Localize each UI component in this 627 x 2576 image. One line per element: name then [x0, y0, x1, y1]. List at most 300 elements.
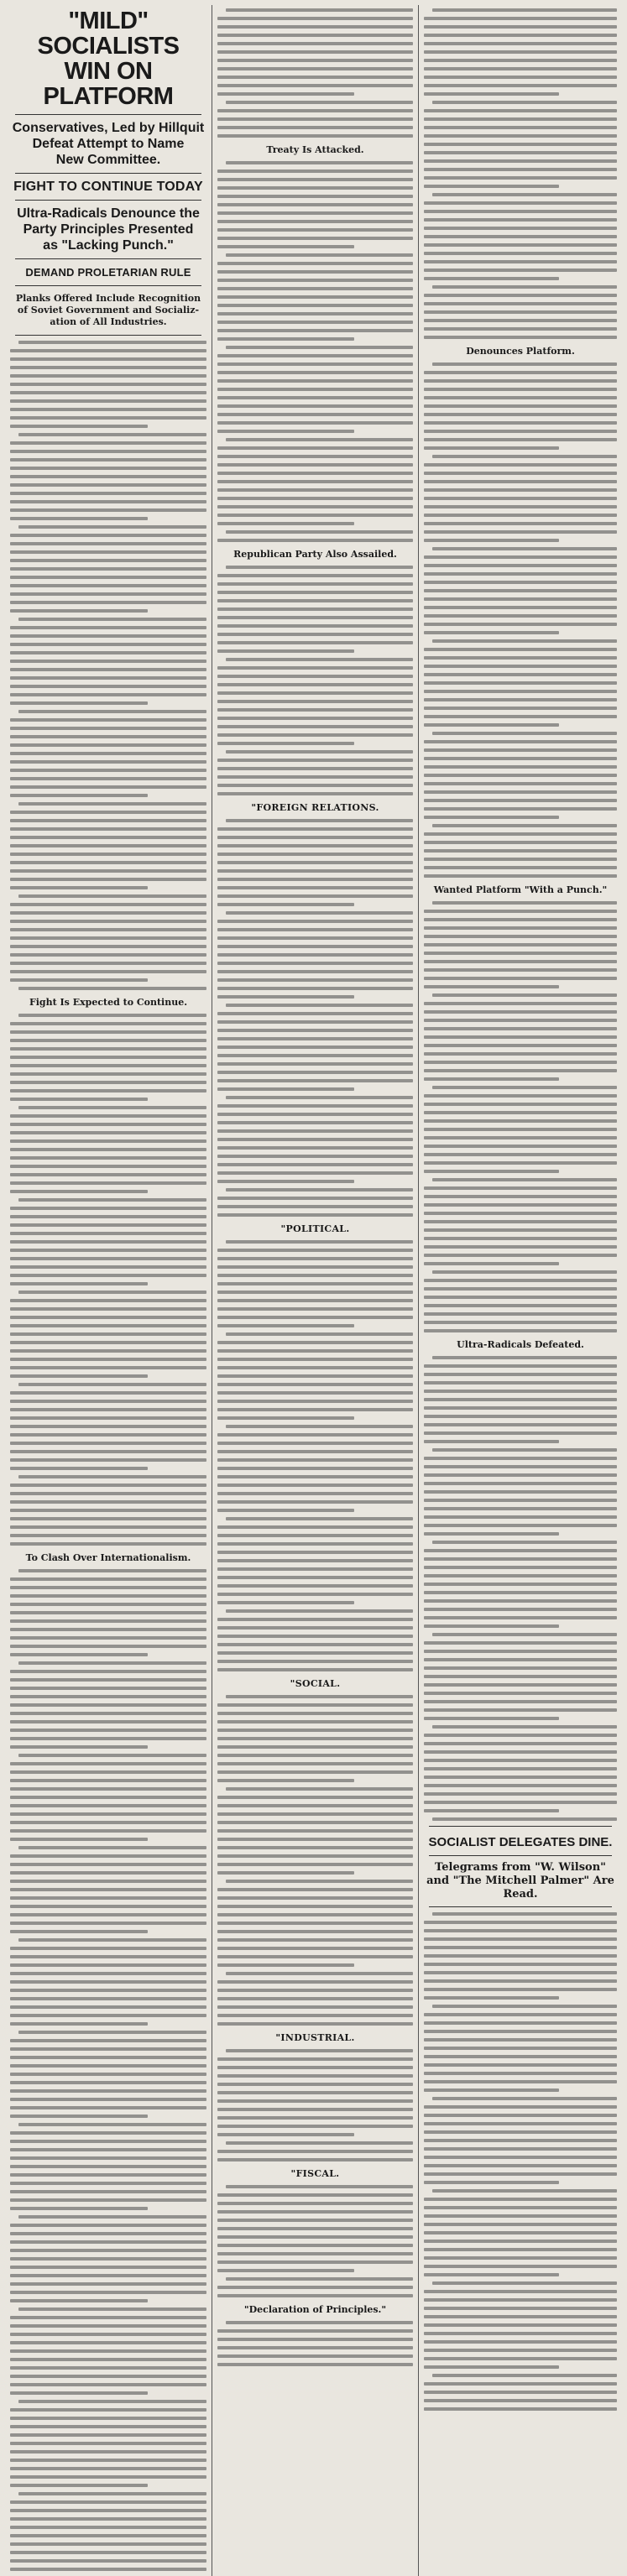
text-line	[18, 894, 206, 898]
text-line	[217, 514, 413, 517]
text-line	[10, 1022, 206, 1025]
text-line	[217, 1475, 413, 1478]
text-line	[217, 1265, 413, 1269]
body-text-block	[217, 8, 413, 138]
text-line	[424, 1254, 617, 1257]
text-line	[217, 675, 413, 678]
text-line	[10, 1687, 206, 1690]
divider	[429, 1855, 612, 1856]
text-line	[424, 185, 559, 188]
text-line	[217, 928, 413, 931]
text-line	[424, 522, 617, 525]
text-line	[424, 252, 617, 255]
text-line	[424, 1616, 617, 1619]
text-line	[424, 1431, 617, 1435]
text-line	[424, 1262, 559, 1265]
text-line	[217, 987, 413, 990]
text-line	[18, 525, 206, 529]
text-line	[10, 1678, 206, 1682]
text-line	[18, 1106, 206, 1109]
text-line	[424, 404, 617, 408]
text-line	[217, 59, 413, 62]
text-line	[217, 1635, 413, 1638]
text-line	[226, 2321, 413, 2324]
text-line	[10, 2500, 206, 2504]
text-line	[10, 2526, 206, 2529]
text-line	[10, 2333, 206, 2336]
text-line	[10, 634, 206, 638]
text-line	[424, 985, 559, 988]
text-line	[10, 399, 206, 403]
text-line	[424, 310, 617, 314]
text-line	[432, 1541, 617, 1544]
text-line	[424, 1583, 617, 1586]
text-line	[424, 1801, 617, 1804]
text-line	[217, 1796, 413, 1799]
text-line	[10, 1712, 206, 1715]
text-line	[217, 488, 413, 492]
text-line	[424, 623, 617, 626]
text-line	[10, 2559, 206, 2563]
text-line	[10, 685, 206, 688]
text-line	[10, 2198, 206, 2202]
text-line	[424, 514, 617, 517]
text-line	[217, 1534, 413, 1537]
text-line	[424, 1532, 559, 1536]
text-line	[10, 2484, 148, 2487]
subhead-foreign: "FOREIGN RELATIONS.	[251, 802, 379, 813]
text-line	[424, 17, 617, 20]
text-line	[432, 1356, 617, 1359]
text-line	[217, 362, 413, 366]
text-line	[10, 1729, 206, 1732]
text-line	[226, 1517, 413, 1520]
text-line	[424, 2147, 617, 2151]
text-line	[10, 1955, 206, 1958]
text-line	[217, 1197, 413, 1200]
text-line	[424, 530, 617, 534]
text-line	[424, 421, 617, 425]
text-line	[10, 2534, 206, 2537]
deck-1-line-2: Defeat Attempt to Name	[32, 137, 185, 151]
text-line	[10, 1081, 206, 1084]
text-line	[217, 599, 413, 602]
text-line	[10, 962, 206, 965]
text-line	[10, 869, 206, 873]
text-line	[217, 117, 413, 121]
text-line	[424, 1482, 617, 1485]
text-line	[217, 869, 413, 873]
text-line	[226, 1188, 413, 1192]
text-line	[10, 2459, 206, 2462]
text-line	[424, 1574, 617, 1577]
text-line	[10, 2366, 206, 2370]
text-line	[424, 201, 617, 205]
text-line	[217, 691, 413, 695]
text-line	[424, 1507, 617, 1510]
text-line	[18, 1475, 206, 1478]
text-line	[217, 304, 413, 307]
text-line	[10, 1324, 206, 1327]
text-line	[424, 799, 617, 802]
text-line	[424, 1103, 617, 1106]
text-line	[10, 1450, 206, 1453]
text-line	[10, 2173, 206, 2177]
text-line	[10, 1804, 206, 1807]
text-line	[424, 505, 617, 508]
text-line	[10, 643, 206, 646]
text-line	[226, 253, 413, 257]
text-line	[424, 2214, 617, 2218]
text-line	[18, 1846, 206, 1849]
text-line	[424, 243, 617, 247]
text-line	[424, 1245, 617, 1249]
text-line	[424, 1415, 617, 1418]
text-line	[226, 1004, 413, 1007]
text-line	[10, 1047, 206, 1051]
text-line	[217, 2158, 413, 2161]
text-line	[217, 1054, 413, 1057]
text-line	[424, 1287, 617, 1291]
body-text-block	[217, 2049, 413, 2161]
text-line	[424, 488, 617, 492]
text-line	[217, 337, 354, 341]
text-line	[10, 2324, 206, 2328]
text-line	[10, 2014, 206, 2017]
text-line	[424, 757, 617, 760]
text-line	[217, 1500, 413, 1504]
text-line	[424, 2164, 617, 2167]
text-line	[424, 2223, 617, 2226]
text-line	[226, 438, 413, 441]
text-line	[217, 995, 354, 999]
text-line	[10, 1274, 206, 1277]
text-line	[10, 1265, 206, 1269]
text-line	[217, 784, 413, 787]
text-line	[217, 1930, 413, 1933]
text-line	[424, 1566, 617, 1569]
text-line	[10, 1282, 148, 1285]
subhead-political: "POLITICAL.	[280, 1223, 350, 1234]
text-line	[217, 633, 413, 636]
text-line	[424, 849, 617, 853]
text-line	[424, 1767, 617, 1770]
text-line	[424, 673, 617, 676]
text-line	[226, 819, 413, 822]
text-line	[424, 42, 617, 45]
text-line	[217, 262, 413, 265]
text-line	[10, 1611, 206, 1614]
text-line	[10, 1796, 206, 1799]
text-line	[424, 50, 617, 54]
text-line	[217, 25, 413, 29]
text-line	[217, 295, 413, 299]
text-line	[424, 1077, 559, 1081]
text-line	[226, 1096, 413, 1099]
text-line	[10, 1181, 206, 1185]
text-line	[217, 455, 413, 458]
body-text-block	[10, 1569, 206, 2571]
text-line	[217, 237, 413, 240]
text-line	[217, 1316, 413, 1319]
text-line	[217, 1947, 413, 1950]
text-line	[217, 1121, 413, 1124]
text-line	[10, 2249, 206, 2252]
text-line	[217, 2066, 413, 2069]
text-line	[217, 1492, 413, 1495]
text-line	[217, 1274, 413, 1277]
text-line	[424, 1128, 617, 1131]
text-line	[10, 978, 148, 982]
text-line	[217, 792, 413, 795]
text-line	[10, 1139, 206, 1143]
text-line	[10, 1670, 206, 1673]
text-line	[217, 379, 413, 383]
text-line	[424, 2332, 617, 2335]
text-line	[424, 2323, 617, 2327]
text-line	[18, 433, 206, 436]
text-line	[10, 1517, 206, 1520]
text-line	[424, 1524, 617, 1527]
text-line	[424, 168, 617, 171]
text-line	[226, 2049, 413, 2052]
body-text-block	[10, 1014, 206, 1546]
text-line	[424, 790, 617, 794]
text-line	[217, 17, 413, 20]
text-line	[217, 1871, 354, 1875]
text-line	[10, 391, 206, 394]
text-line	[424, 1052, 617, 1056]
text-line	[424, 2240, 617, 2243]
body-text-block	[424, 8, 617, 339]
text-line	[10, 1232, 206, 1235]
text-line	[217, 329, 413, 332]
text-line	[424, 539, 559, 542]
column-1	[5, 5, 212, 2576]
text-line	[424, 1094, 617, 1098]
text-line	[217, 1770, 413, 1774]
text-line	[217, 920, 413, 923]
text-line	[217, 413, 413, 416]
text-line	[18, 2400, 206, 2403]
text-line	[226, 161, 413, 164]
text-line	[10, 1653, 148, 1656]
text-line	[424, 1321, 617, 1324]
text-line	[217, 1643, 413, 1646]
text-line	[217, 50, 413, 54]
subhead-wanted-platform: Wanted Platform "With a Punch."	[433, 884, 608, 895]
text-line	[217, 1955, 413, 1958]
text-line	[217, 321, 413, 324]
text-line	[424, 1776, 617, 1779]
text-line	[217, 641, 413, 644]
text-line	[424, 430, 617, 433]
text-line	[10, 1821, 206, 1824]
text-line	[424, 1929, 617, 1932]
text-line	[10, 1458, 206, 1462]
text-line	[217, 92, 354, 96]
text-line	[10, 1905, 206, 1908]
subhead-republican: Republican Party Also Assailed.	[233, 549, 397, 560]
text-line	[424, 1708, 617, 1712]
text-line	[424, 143, 617, 146]
text-line	[424, 581, 617, 584]
text-line	[10, 718, 206, 722]
text-line	[432, 2189, 617, 2193]
text-line	[424, 740, 617, 743]
text-line	[18, 1198, 206, 1202]
text-line	[10, 2349, 206, 2353]
text-line	[217, 1821, 413, 1824]
text-line	[217, 1442, 413, 1445]
text-line	[226, 1332, 413, 1336]
text-line	[10, 1072, 206, 1076]
text-line	[10, 1787, 206, 1791]
text-line	[10, 2266, 206, 2269]
text-line	[432, 2097, 617, 2100]
text-line	[217, 2091, 413, 2094]
text-line	[432, 1270, 617, 1274]
body-text-block	[424, 362, 617, 878]
text-line	[424, 1549, 617, 1552]
text-line	[424, 2256, 617, 2260]
text-line	[18, 1754, 206, 1757]
text-line	[217, 1307, 413, 1311]
text-line	[217, 2269, 354, 2272]
text-line	[217, 2125, 413, 2128]
text-line	[424, 1398, 617, 1401]
text-line	[217, 134, 413, 138]
text-line	[424, 2156, 617, 2159]
text-line	[217, 1383, 413, 1386]
text-line	[217, 1104, 413, 1108]
text-line	[217, 1324, 354, 1327]
text-line	[424, 67, 617, 70]
text-line	[10, 1299, 206, 1302]
text-line	[10, 609, 148, 613]
text-line	[424, 1304, 617, 1307]
text-line	[424, 2055, 617, 2058]
text-line	[10, 1408, 206, 1411]
text-line	[424, 2307, 617, 2310]
text-line	[424, 1161, 617, 1165]
text-line	[217, 1762, 413, 1765]
text-line	[217, 2354, 413, 2358]
text-line	[217, 708, 413, 712]
text-line	[217, 1400, 413, 1403]
text-line	[10, 1240, 206, 1244]
text-line	[424, 227, 617, 230]
text-line	[10, 1131, 206, 1134]
text-line	[217, 574, 413, 577]
text-line	[424, 1019, 617, 1022]
text-line	[217, 279, 413, 282]
dine-deck-line-1: Telegrams from "W. Wilson"	[435, 1861, 606, 1874]
text-line	[424, 2357, 617, 2360]
divider	[15, 335, 201, 336]
text-line	[424, 1650, 617, 1653]
text-line	[10, 1307, 206, 1311]
text-line	[424, 648, 617, 651]
text-line	[10, 2517, 206, 2521]
text-line	[432, 1086, 617, 1089]
text-line	[10, 2089, 206, 2093]
deck-5	[13, 293, 203, 328]
text-line	[424, 943, 617, 946]
text-line	[217, 903, 354, 906]
text-line	[424, 2273, 559, 2276]
text-line	[424, 1499, 617, 1502]
text-line	[432, 101, 617, 104]
text-line	[10, 1812, 206, 1816]
text-line	[10, 735, 206, 738]
text-line	[217, 1012, 413, 1015]
text-line	[424, 858, 617, 861]
text-line	[424, 319, 617, 322]
text-line	[10, 2425, 206, 2428]
text-line	[217, 1779, 354, 1782]
text-line	[424, 1658, 617, 1661]
text-line	[10, 752, 206, 755]
text-line	[10, 1534, 206, 1537]
text-line	[424, 1373, 617, 1376]
text-line	[217, 1888, 413, 1891]
text-line	[10, 886, 148, 889]
text-line	[424, 1457, 617, 1460]
text-line	[217, 169, 413, 173]
text-line	[10, 1492, 206, 1495]
text-line	[18, 618, 206, 621]
text-line	[10, 1374, 148, 1378]
text-line	[424, 774, 617, 777]
text-line	[424, 1591, 617, 1594]
text-line	[10, 1442, 206, 1445]
text-line	[424, 918, 617, 921]
text-line	[424, 269, 617, 272]
text-line	[217, 480, 413, 483]
text-line	[10, 1173, 206, 1176]
text-line	[424, 1228, 617, 1232]
text-line	[10, 425, 148, 428]
text-line	[217, 1963, 354, 1967]
text-line	[10, 1525, 206, 1529]
text-line	[217, 505, 413, 508]
text-line	[217, 2005, 413, 2009]
text-line	[424, 707, 617, 710]
text-line	[424, 176, 617, 180]
text-line	[10, 1391, 206, 1395]
dine-deck-line-2: and "The Mitchell Palmer" Are Read.	[426, 1875, 614, 1901]
text-line	[432, 824, 617, 827]
text-line	[424, 690, 617, 693]
text-line	[217, 1282, 413, 1285]
text-line	[424, 841, 617, 844]
text-line	[10, 1249, 206, 1252]
text-line	[424, 2122, 617, 2125]
text-line	[424, 92, 559, 96]
text-line	[424, 968, 617, 972]
text-line	[217, 1712, 413, 1715]
text-line	[10, 1703, 206, 1707]
text-line	[217, 2150, 413, 2153]
text-line	[424, 1490, 617, 1494]
text-line	[18, 2123, 206, 2126]
text-line	[10, 1628, 206, 1631]
text-line	[10, 366, 206, 369]
text-line	[217, 446, 413, 450]
text-line	[226, 911, 413, 915]
text-line	[18, 2492, 206, 2495]
